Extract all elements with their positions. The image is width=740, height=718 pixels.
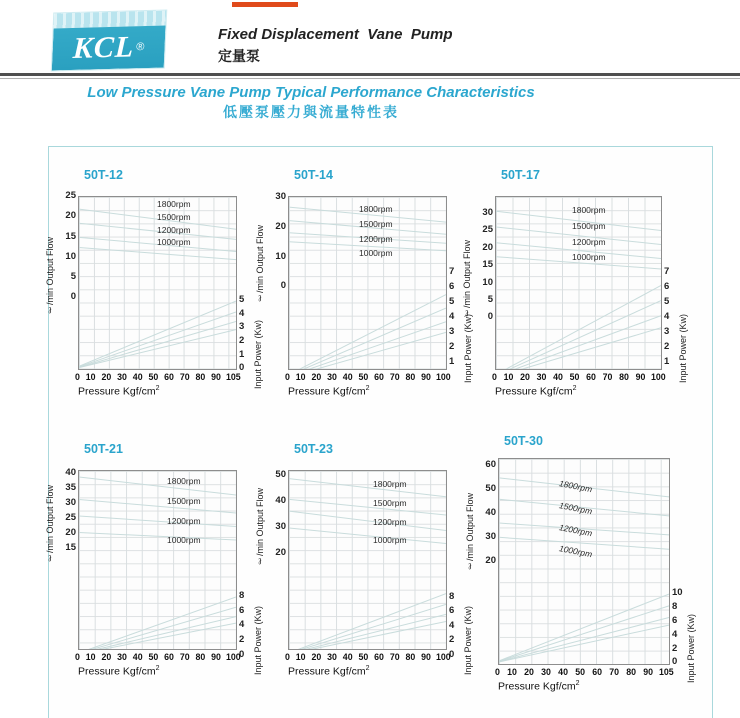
legend-label: 1200rpm: [167, 515, 201, 526]
y-axis-label-right: Input Power (Kw): [253, 319, 263, 389]
tick-label: 25: [65, 190, 76, 201]
legend: [572, 206, 606, 263]
x-axis-label: [495, 385, 577, 398]
tick-label: 0: [285, 652, 290, 662]
tick-label: 50: [485, 482, 496, 494]
tick-label: 60: [164, 652, 174, 662]
tick-label: 70: [179, 652, 190, 662]
tick-label: 6: [449, 605, 455, 617]
legend-label: 1800rpm: [167, 476, 201, 486]
tick-label: 20: [65, 210, 76, 222]
legend-label: 1500rpm: [359, 218, 393, 229]
x-axis-ticks: [75, 372, 221, 382]
legend-label: 1500rpm: [167, 495, 201, 506]
x-axis-tick-end: 100: [436, 372, 451, 382]
tick-label: 80: [619, 372, 629, 382]
tick-label: 4: [239, 619, 245, 631]
tick-label: 60: [374, 652, 384, 662]
tick-label: 10: [65, 250, 76, 262]
tick-label: 90: [635, 372, 646, 382]
tick-label: 40: [342, 652, 353, 662]
chart-title: 50T-12: [84, 168, 123, 182]
y-axis-ticks-left: [54, 191, 76, 302]
tick-label: 4: [664, 311, 670, 323]
tick-label: 4: [672, 628, 678, 640]
tick-label: 5: [449, 296, 455, 308]
x-axis-tick-end: 100: [651, 372, 666, 382]
tick-label: 4: [449, 311, 455, 323]
y-axis-label-left: ℓ/min Output Flow: [462, 239, 472, 318]
tick-label: 90: [421, 372, 431, 382]
x-axis-label-sup: 2: [155, 665, 160, 672]
y-axis-label-right: Input Power (Kw): [463, 605, 473, 675]
legend-label: 1200rpm: [157, 224, 191, 235]
x-axis-label-text: Pressure Kgf/cm: [498, 680, 576, 693]
legend-label: 1200rpm: [359, 233, 393, 244]
tick-label: 2: [239, 335, 245, 347]
y-axis-ticks-left: [474, 460, 496, 565]
x-axis-label-sup: 2: [365, 385, 370, 392]
tick-label: 40: [132, 652, 143, 662]
tick-label: 80: [626, 667, 637, 677]
tick-label: 40: [132, 372, 143, 382]
tick-label: 10: [672, 587, 683, 598]
legend-label: 1500rpm: [373, 497, 407, 508]
legend-label: 1500rpm: [157, 211, 191, 222]
tick-label: 40: [485, 506, 496, 518]
plot-area: [78, 470, 237, 650]
tick-label: 50: [275, 469, 286, 480]
kcl-logo: [52, 10, 166, 70]
legend-label: 1800rpm: [558, 478, 594, 495]
tick-label: 6: [664, 281, 670, 293]
tick-label: 60: [164, 372, 174, 382]
tick-label: 2: [664, 341, 670, 353]
legend-label: 1800rpm: [157, 199, 191, 209]
tick-label: 20: [485, 554, 496, 566]
chart-title: 50T-14: [294, 168, 333, 182]
tick-label: 50: [358, 372, 369, 382]
tick-label: 6: [672, 614, 678, 626]
tick-label: 10: [295, 652, 306, 662]
x-axis-ticks: [75, 652, 221, 662]
legend: [167, 477, 201, 546]
tick-label: 30: [275, 191, 286, 202]
legend-label: 1000rpm: [572, 252, 606, 263]
logo-body: [52, 26, 166, 71]
tick-label: 10: [503, 372, 514, 382]
x-axis-label-sup: 2: [365, 665, 370, 672]
legend: [558, 478, 594, 560]
tick-label: 5: [664, 296, 670, 308]
tick-label: 30: [327, 652, 337, 662]
x-axis-tick-end: 100: [436, 652, 451, 662]
chart-title: 50T-23: [294, 442, 333, 456]
y-axis-ticks-left: [264, 470, 286, 558]
tick-label: 20: [482, 241, 493, 253]
chart-title: 50T-30: [504, 434, 543, 448]
tick-label: 90: [211, 652, 221, 662]
x-axis-label-sup: 2: [155, 385, 160, 392]
tick-label: 20: [524, 667, 534, 677]
tick-label: 25: [65, 512, 76, 524]
tick-label: 20: [101, 372, 112, 382]
tick-label: 60: [592, 667, 602, 677]
header-divider: [0, 73, 740, 79]
x-axis-label: [288, 665, 370, 678]
x-axis-label-text: Pressure Kgf/cm: [78, 385, 156, 398]
y-axis-ticks-left: [471, 208, 493, 322]
tick-label: 20: [520, 372, 530, 382]
tick-label: 0: [75, 372, 80, 382]
x-axis-label-sup: 2: [575, 680, 580, 687]
chart-50T-30: [464, 424, 712, 701]
tick-label: 30: [117, 372, 127, 382]
x-axis-tick-end: 105: [659, 667, 674, 677]
tick-label: 5: [70, 271, 76, 283]
y-axis-label-right: Input Power (Kw): [253, 605, 263, 675]
y-axis-label-left: ℓ/min Output Flow: [45, 484, 55, 563]
tick-label: 70: [609, 667, 620, 677]
performance-curves: [79, 471, 236, 649]
tick-label: 70: [179, 372, 190, 382]
section-title-en: Low Pressure Vane Pump Typical Performance Characteristics: [87, 84, 535, 101]
tick-label: 60: [374, 372, 384, 382]
chart-title: 50T-21: [84, 442, 123, 456]
tick-label: 0: [672, 656, 678, 668]
tick-label: 60: [586, 372, 596, 382]
tick-label: 30: [65, 497, 76, 509]
tick-label: 8: [449, 591, 455, 602]
header-title-en: Fixed Displacement Vane Pump: [218, 26, 453, 43]
tick-label: 25: [482, 224, 493, 236]
x-axis-label-text: Pressure Kgf/cm: [78, 665, 156, 678]
x-axis-ticks: [285, 372, 431, 382]
y-axis-label-left: ℓ/min Output Flow: [255, 224, 265, 303]
x-axis-tick-end: 100: [226, 652, 241, 662]
legend-label: 1000rpm: [359, 248, 393, 259]
tick-label: 2: [239, 633, 245, 645]
legend-label: 1500rpm: [572, 220, 606, 231]
tick-label: 0: [492, 372, 497, 382]
tick-label: 40: [342, 372, 353, 382]
tick-label: 30: [536, 372, 547, 382]
x-axis-label-text: Pressure Kgf/cm: [288, 385, 366, 398]
tick-label: 0: [239, 362, 245, 374]
tick-label: 0: [449, 648, 455, 660]
x-axis-label-text: Pressure Kgf/cm: [288, 665, 366, 678]
legend-label: 1800rpm: [359, 204, 393, 214]
tick-label: 50: [148, 652, 159, 662]
red-accent-bar: [232, 2, 298, 7]
legend-label: 1500rpm: [558, 499, 594, 517]
tick-label: 20: [311, 372, 322, 382]
y-axis-ticks-left: [264, 192, 286, 291]
tick-label: 0: [280, 280, 286, 292]
legend-label: 1200rpm: [572, 236, 606, 247]
tick-label: 20: [311, 652, 322, 662]
tick-label: 15: [65, 230, 76, 242]
tick-label: 10: [482, 276, 493, 288]
tick-label: 70: [602, 372, 613, 382]
tick-label: 5: [487, 294, 493, 306]
tick-label: 10: [85, 652, 96, 662]
tick-label: 80: [405, 372, 416, 382]
tick-label: 40: [553, 372, 563, 382]
tick-label: 5: [239, 294, 245, 305]
tick-label: 1: [664, 356, 670, 368]
tick-label: 0: [487, 311, 493, 323]
y-axis-label-left: ℓ/min Output Flow: [45, 236, 55, 315]
legend-label: 1800rpm: [572, 205, 606, 215]
tick-label: 20: [275, 220, 286, 232]
legend-label: 1000rpm: [167, 535, 201, 546]
tick-label: 90: [211, 372, 221, 382]
plot-area: [498, 458, 670, 665]
y-axis-label-right: Input Power (Kw): [686, 613, 696, 683]
chart-50T-21: [44, 436, 279, 686]
legend: [373, 480, 407, 546]
plot-area: [495, 196, 662, 370]
tick-label: 10: [295, 372, 306, 382]
tick-label: 70: [389, 372, 400, 382]
tick-label: 20: [65, 527, 76, 539]
tick-label: 20: [101, 652, 112, 662]
performance-curves: [289, 471, 446, 649]
tick-label: 2: [449, 634, 455, 646]
tick-label: 80: [405, 652, 416, 662]
tick-label: 7: [664, 266, 670, 277]
logo-text: KCL: [72, 30, 136, 65]
y-axis-label-right: Input Power (Kw): [463, 313, 473, 383]
tick-label: 50: [358, 652, 369, 662]
legend: [359, 205, 393, 259]
chart-50T-14: [254, 162, 489, 406]
tick-label: 1: [239, 348, 245, 360]
legend-label: 1800rpm: [373, 479, 407, 489]
tick-label: 0: [495, 667, 500, 677]
tick-label: 10: [275, 250, 286, 262]
legend-label: 1000rpm: [157, 237, 191, 248]
plot-area: [78, 196, 237, 370]
legend-label: 1200rpm: [558, 521, 594, 538]
tick-label: 40: [275, 495, 286, 507]
tick-label: 15: [65, 542, 76, 554]
tick-label: 6: [449, 281, 455, 293]
tick-label: 6: [239, 604, 245, 616]
tick-label: 90: [421, 652, 431, 662]
tick-label: 0: [70, 291, 76, 303]
tick-label: 3: [449, 326, 455, 338]
tick-label: 2: [672, 642, 678, 654]
tick-label: 4: [449, 619, 455, 631]
tick-label: 70: [389, 652, 400, 662]
tick-label: 20: [275, 547, 286, 559]
tick-label: 50: [575, 667, 585, 677]
x-axis-label: [78, 665, 160, 678]
tick-label: 30: [541, 667, 551, 677]
header-title-zh: 定量泵: [218, 48, 260, 64]
tick-label: 30: [275, 521, 286, 533]
tick-label: 3: [239, 321, 245, 333]
chart-title: 50T-17: [501, 168, 540, 182]
tick-label: 15: [482, 259, 493, 271]
tick-label: 35: [65, 482, 76, 494]
tick-label: 0: [75, 652, 80, 662]
x-axis-ticks: [492, 372, 645, 382]
tick-label: 8: [672, 600, 678, 612]
tick-label: 50: [569, 372, 580, 382]
legend-label: 1000rpm: [373, 535, 407, 546]
legend: [157, 200, 191, 248]
tick-label: 40: [558, 667, 568, 677]
tick-label: 10: [507, 667, 517, 677]
y-axis-ticks-left: [54, 468, 76, 553]
tick-label: 90: [643, 667, 654, 677]
plot-area: [288, 470, 447, 650]
legend-label: 1200rpm: [373, 516, 407, 527]
x-axis-label-sup: 2: [572, 385, 577, 392]
tick-label: 50: [148, 372, 159, 382]
tick-label: 8: [239, 590, 245, 601]
tick-label: 80: [195, 652, 206, 662]
tick-label: 1: [449, 356, 455, 368]
tick-label: 4: [239, 307, 245, 319]
x-axis-label: [78, 385, 160, 398]
x-axis-ticks: [495, 667, 653, 677]
tick-label: 80: [195, 372, 206, 382]
tick-label: 30: [485, 530, 496, 542]
tick-label: 3: [664, 326, 670, 338]
x-axis-label-text: Pressure Kgf/cm: [495, 385, 573, 398]
legend-label: 1000rpm: [558, 543, 594, 560]
x-axis-tick-end: 105: [226, 372, 241, 382]
section-title-zh: 低壓泵壓力與流量特性表: [223, 104, 399, 120]
x-axis-label: [288, 385, 370, 398]
tick-label: 10: [85, 372, 96, 382]
chart-50T-17: [461, 162, 704, 406]
x-axis-label: [498, 680, 580, 693]
tick-label: 60: [485, 459, 496, 470]
tick-label: 40: [65, 467, 76, 478]
tick-label: 30: [117, 652, 127, 662]
tick-label: 0: [239, 648, 245, 660]
x-axis-ticks: [285, 652, 431, 662]
tick-label: 2: [449, 341, 455, 353]
tick-label: 30: [327, 372, 337, 382]
tick-label: 0: [285, 372, 290, 382]
y-axis-label-right: Input Power (Kw): [678, 313, 688, 383]
y-axis-label-left: ℓ/min Output Flow: [255, 487, 265, 566]
tick-label: 7: [449, 266, 455, 277]
y-axis-label-left: ℓ/min Output Flow: [465, 492, 475, 571]
chart-50T-23: [254, 436, 489, 686]
chart-50T-12: [44, 162, 279, 406]
plot-area: [288, 196, 447, 370]
tick-label: 30: [482, 207, 493, 218]
registered-mark: ®: [136, 41, 145, 54]
